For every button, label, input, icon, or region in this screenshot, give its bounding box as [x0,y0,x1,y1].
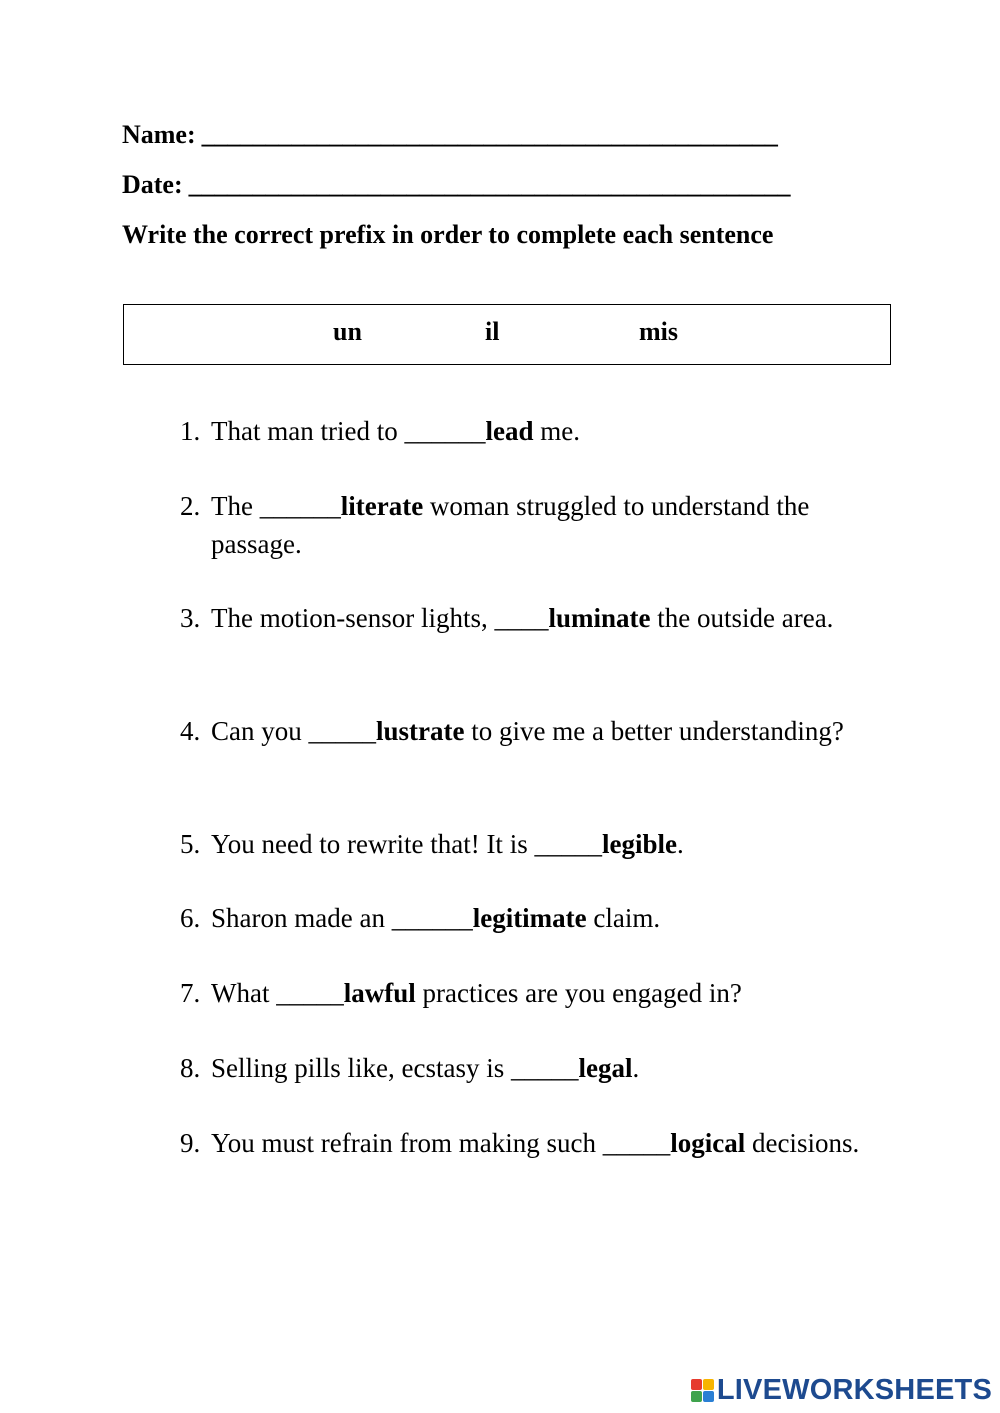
question-text [211,825,860,863]
question-prompt[interactable]: That man tried to ______ [211,416,486,446]
question-text [211,487,860,563]
question-item [180,412,860,450]
question-text [211,1049,860,1087]
question-prompt[interactable]: Can you _____ [211,716,376,746]
question-prompt[interactable]: The ______ [211,491,341,521]
question-root-word: literate [340,491,424,521]
question-item [180,1124,860,1162]
question-item [180,825,860,863]
prefix-un: un [333,317,362,346]
prefix-il: il [485,317,500,346]
liveworksheets-watermark [691,1374,992,1406]
question-root-word: logical [670,1128,746,1158]
liveworksheets-logo-icon [691,1379,714,1402]
question-text [211,712,860,750]
prefix-word-bank [123,304,891,365]
question-ending: the outside area. [650,603,834,633]
question-number: 1. [180,416,201,446]
question-root-word: lead [485,416,534,446]
date-label: Date: [122,170,183,199]
question-text [211,974,860,1012]
name-blank[interactable]: _____________________________________________ [201,120,778,149]
instructions: Write the correct prefix in order to complete each sentence [122,220,774,249]
question-ending: . [676,829,684,859]
prefix-mis: mis [639,317,678,346]
question-ending: to give me a better understanding? [464,716,844,746]
question-number: 4. [180,716,201,746]
logo-square-yellow [703,1379,714,1390]
logo-square-red [691,1379,702,1390]
question-prompt[interactable]: You must refrain from making such _____ [211,1128,671,1158]
question-item [180,487,860,563]
question-text [211,899,860,937]
question-item [180,599,860,637]
watermark-text: LIVEWORKSHEETS [716,1374,992,1406]
question-item [180,1049,860,1087]
question-root-word: legitimate [472,903,587,933]
question-number: 7. [180,978,201,1008]
question-prompt[interactable]: You need to rewrite that! It is _____ [211,829,602,859]
question-ending: woman struggled to understand the passage. [211,491,810,559]
question-item [180,974,860,1012]
question-ending: claim. [586,903,661,933]
question-root-word: legible [601,829,677,859]
question-prompt[interactable]: Selling pills like, ecstasy is _____ [211,1053,579,1083]
question-item [180,712,860,750]
question-number: 9. [180,1128,201,1158]
logo-square-blue [703,1391,714,1402]
question-text [211,1124,860,1162]
name-field [122,120,778,150]
question-root-word: lawful [343,978,416,1008]
question-number: 2. [180,491,201,521]
question-item [180,899,860,937]
question-root-word: lustrate [376,716,465,746]
question-number: 3. [180,603,201,633]
date-blank[interactable]: _______________________________________________ [188,170,791,199]
question-root-word: luminate [548,603,651,633]
question-text [211,412,860,450]
question-ending: . [632,1053,640,1083]
question-ending: me. [533,416,580,446]
question-number: 8. [180,1053,201,1083]
question-prompt[interactable]: Sharon made an ______ [211,903,473,933]
logo-square-green [691,1391,702,1402]
question-ending: decisions. [745,1128,860,1158]
question-prompt[interactable]: What _____ [211,978,344,1008]
question-prompt[interactable]: The motion-sensor lights, ____ [211,603,549,633]
date-field [122,170,790,200]
question-ending: practices are you engaged in? [415,978,742,1008]
question-number: 6. [180,903,201,933]
question-number: 5. [180,829,201,859]
question-text [211,599,860,637]
question-root-word: legal [578,1053,633,1083]
name-label: Name: [122,120,196,149]
